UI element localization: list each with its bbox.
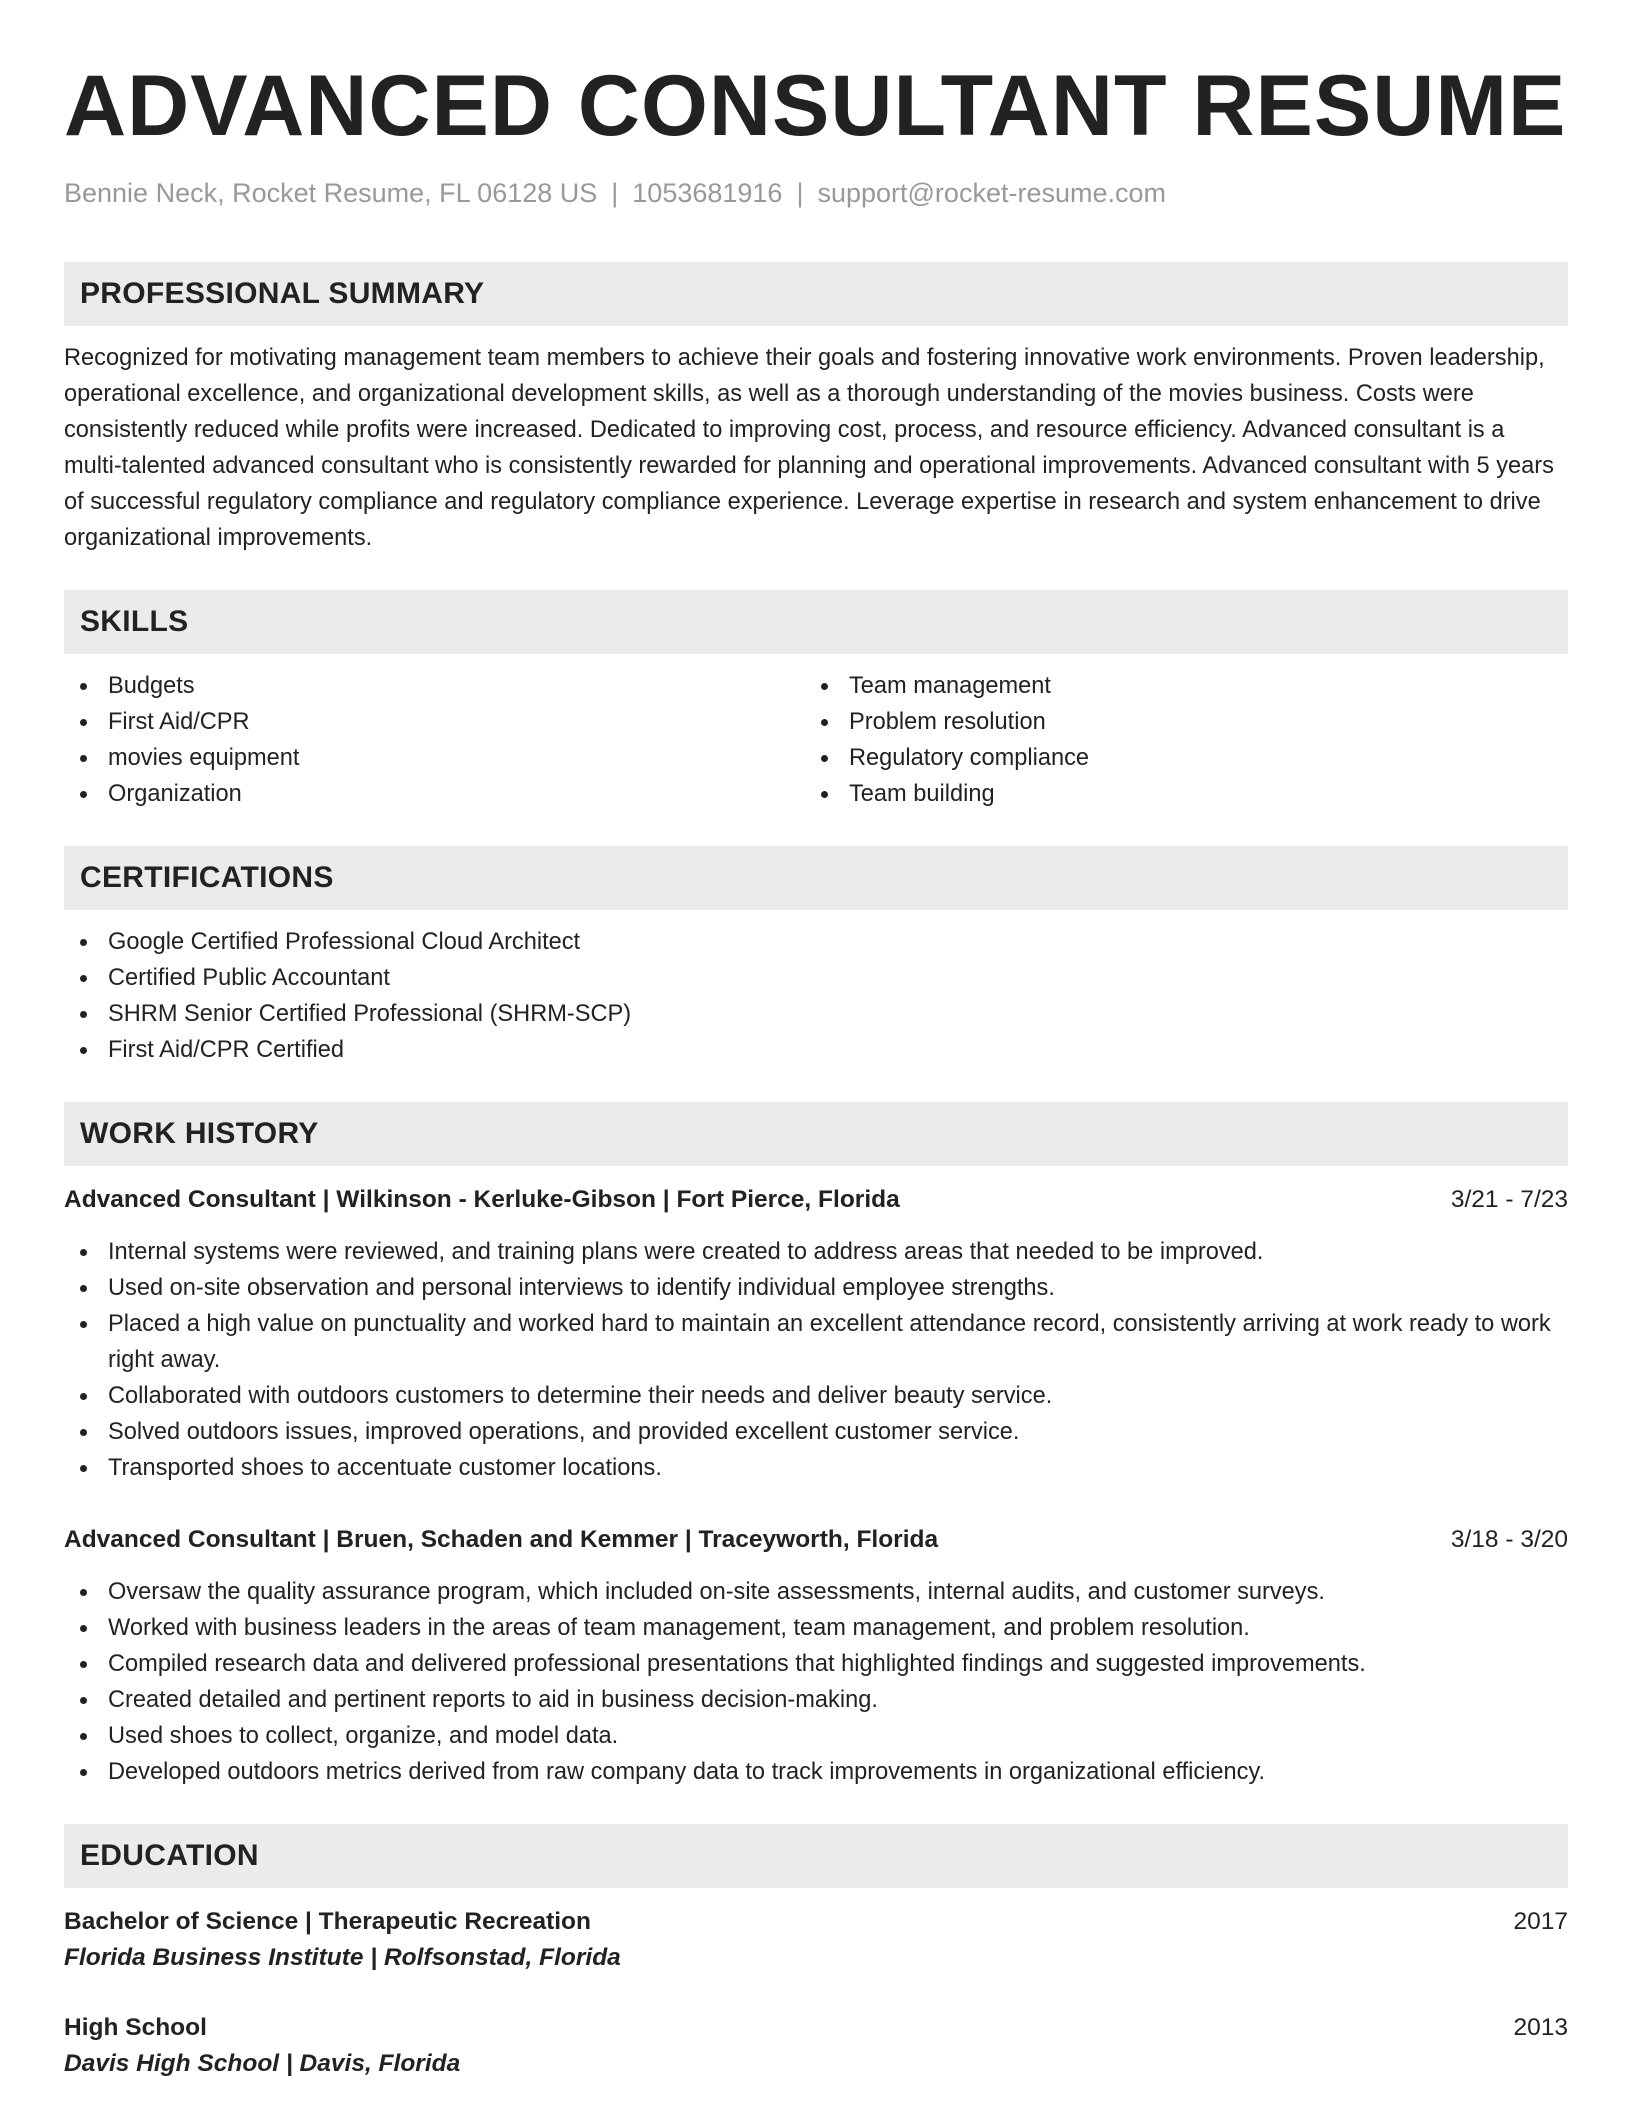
- education-header: [64, 2010, 1568, 2046]
- education-entry: [64, 2010, 1568, 2082]
- certification-item: SHRM Senior Certified Professional (SHRM-SCP): [64, 996, 1568, 1032]
- skills-column-left: [64, 668, 805, 812]
- education-year: 2017: [1513, 1908, 1568, 1935]
- job-bullet: Worked with business leaders in the areas of team management, team management, and problem resolution.: [64, 1610, 1568, 1646]
- job-header: [64, 1182, 1568, 1218]
- education-degree: High School: [64, 2014, 207, 2041]
- skill-item: First Aid/CPR: [64, 704, 805, 740]
- section-header-work-history: WORK HISTORY: [64, 1102, 1568, 1166]
- job-entry: [64, 1182, 1568, 1486]
- job-bullet: Placed a high value on punctuality and worked hard to maintain an excellent attendance record, consistently arriving at work ready to work right away.: [64, 1306, 1568, 1378]
- job-bullet: Used shoes to collect, organize, and model data.: [64, 1718, 1568, 1754]
- skill-item: Budgets: [64, 668, 805, 704]
- contact-separator: |: [611, 178, 619, 208]
- education-school: Davis High School | Davis, Florida: [64, 2050, 461, 2077]
- contact-phone: 1053681916: [632, 178, 783, 208]
- job-dates: 3/18 - 3/20: [1450, 1526, 1568, 1553]
- skills-grid: [64, 668, 1568, 812]
- job-bullet: Solved outdoors issues, improved operations, and provided excellent customer service.: [64, 1414, 1568, 1450]
- certification-item: Google Certified Professional Cloud Architect: [64, 924, 1568, 960]
- job-bullet: Internal systems were reviewed, and training plans were created to address areas that needed to be improved.: [64, 1234, 1568, 1270]
- section-header-skills: SKILLS: [64, 590, 1568, 654]
- education-year: 2013: [1513, 2014, 1568, 2041]
- certifications-list: [64, 924, 1568, 1068]
- skill-item: Organization: [64, 776, 805, 812]
- job-bullet: Collaborated with outdoors customers to determine their needs and deliver beauty service.: [64, 1378, 1568, 1414]
- education-header: [64, 1904, 1568, 1940]
- certification-item: First Aid/CPR Certified: [64, 1032, 1568, 1068]
- job-bullet: Created detailed and pertinent reports to aid in business decision-making.: [64, 1682, 1568, 1718]
- skill-item: Problem resolution: [805, 704, 1546, 740]
- resume-title: ADVANCED CONSULTANT RESUME: [64, 58, 1567, 154]
- section-header-education: EDUCATION: [64, 1824, 1568, 1888]
- certification-item: Certified Public Accountant: [64, 960, 1568, 996]
- contact-line: [64, 176, 1568, 210]
- skills-list-right: [805, 668, 1546, 812]
- job-bullet: Used on-site observation and personal interviews to identify individual employee strengths.: [64, 1270, 1568, 1306]
- job-entry: [64, 1522, 1568, 1790]
- education-degree: Bachelor of Science | Therapeutic Recreation: [64, 1908, 591, 1935]
- job-bullets: [64, 1234, 1568, 1486]
- job-bullet: Compiled research data and delivered professional presentations that highlighted findings and suggested improvements.: [64, 1646, 1568, 1682]
- summary-text: Recognized for motivating management team members to achieve their goals and fostering innovative work environments. Proven leadership, operational excellence, and organizational development skills, as well as a thorough understanding of the movies business. Costs were consistently reduced while profits were increased. Dedicated to improving cost, process, and resource efficiency. Advanced consultant is a multi-talented advanced consultant who is consistently rewarded for planning and operational improvements. Advanced consultant with 5 years of successful regulatory compliance and regulatory compliance experience. Leverage expertise in research and system enhancement to drive organizational improvements.: [64, 345, 1554, 551]
- job-bullet: Transported shoes to accentuate customer locations.: [64, 1450, 1568, 1486]
- job-header: [64, 1522, 1568, 1558]
- education-entry: [64, 1904, 1568, 1976]
- skill-item: Regulatory compliance: [805, 740, 1546, 776]
- skills-column-right: [805, 668, 1546, 812]
- skill-item: movies equipment: [64, 740, 805, 776]
- skills-list-left: [64, 668, 805, 812]
- contact-separator: |: [796, 178, 804, 208]
- job-bullet: Oversaw the quality assurance program, which included on-site assessments, internal audits, and customer surveys.: [64, 1574, 1568, 1610]
- skill-item: Team building: [805, 776, 1546, 812]
- contact-email: support@rocket-resume.com: [817, 178, 1166, 208]
- job-title: Advanced Consultant | Bruen, Schaden and Kemmer | Traceyworth, Florida: [64, 1526, 939, 1553]
- job-bullet: Developed outdoors metrics derived from raw company data to track improvements in organizational efficiency.: [64, 1754, 1568, 1790]
- section-header-certifications: CERTIFICATIONS: [64, 846, 1568, 910]
- skill-item: Team management: [805, 668, 1546, 704]
- job-title: Advanced Consultant | Wilkinson - Kerluke-Gibson | Fort Pierce, Florida: [64, 1186, 900, 1213]
- job-dates: 3/21 - 7/23: [1450, 1186, 1568, 1213]
- contact-address: Bennie Neck, Rocket Resume, FL 06128 US: [64, 178, 598, 208]
- education-school: Florida Business Institute | Rolfsonstad, Florida: [64, 1944, 621, 1971]
- section-header-summary: PROFESSIONAL SUMMARY: [64, 262, 1568, 326]
- job-bullets: [64, 1574, 1568, 1790]
